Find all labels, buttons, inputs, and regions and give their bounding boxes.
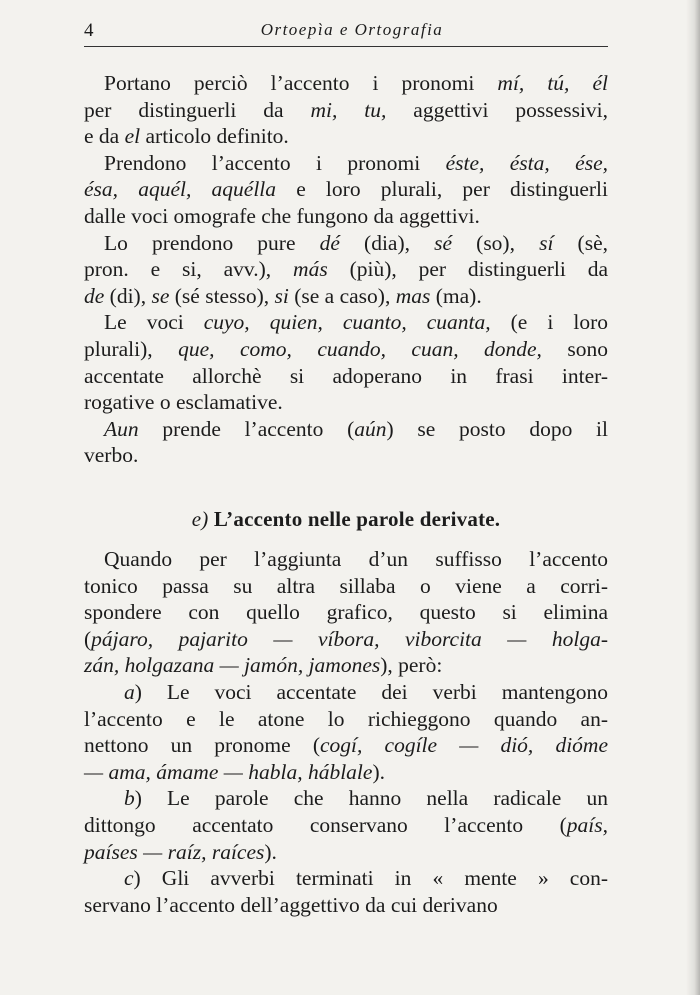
text-line	[84, 679, 608, 706]
text-segment: rogative o esclamative.	[84, 390, 283, 415]
text-segment: (se a caso),	[288, 283, 396, 308]
text-segment: pron. e si, avv.),	[84, 257, 294, 282]
text-line	[84, 706, 608, 733]
text-line	[84, 416, 608, 443]
italic-text: b	[124, 786, 135, 811]
text-segment: e loro plurali, per distinguerli	[276, 177, 608, 202]
text-line	[84, 230, 608, 257]
text-segment: articolo definito.	[140, 124, 289, 149]
text-line	[84, 283, 608, 310]
text-segment: aggettivi possessivi,	[386, 97, 609, 122]
italic-text: c	[124, 866, 134, 891]
section-heading	[84, 507, 608, 532]
text-segment: tonico passa su altra sillaba o viene a corri-	[84, 573, 608, 598]
running-header	[84, 18, 608, 47]
text-segment: l’accento e le atone lo richieggono quando an-	[84, 706, 608, 731]
italic-text: ésa, aquél, aquélla	[84, 177, 277, 202]
text-segment: (	[84, 626, 92, 651]
text-segment: ) Gli avverbi terminati in « mente » con-	[133, 866, 608, 891]
text-line	[84, 759, 608, 786]
running-title: Ortoepìa e Ortografia	[260, 20, 444, 39]
text-segment: ).	[372, 759, 385, 784]
text-segment: Portano perciò l’accento i pronomi	[104, 71, 498, 95]
text-line	[84, 573, 608, 600]
section-title: L’accento nelle parole derivate.	[213, 507, 501, 531]
text-segment: (di),	[104, 283, 152, 308]
text-segment: verbo.	[84, 443, 139, 468]
text-segment: (sé stesso),	[169, 283, 275, 308]
text-line	[84, 785, 608, 812]
italic-text: pájaro, pajarito — víbora, viborcita — holga-	[91, 626, 608, 651]
text-segment: (so),	[452, 230, 540, 255]
text-segment: dalle voci omografe che fungono da aggettivi.	[84, 203, 480, 228]
text-segment: ) Le parole che hanno nella radicale un	[134, 786, 608, 811]
text-segment: ).	[264, 839, 277, 864]
text-segment: prende l’accento (	[138, 416, 355, 441]
italic-text: si	[274, 283, 289, 308]
italic-text: — ama, ámame — habla, háblale	[84, 759, 373, 784]
italic-text: países — raíz, raíces	[84, 839, 265, 864]
italic-text: más	[293, 257, 328, 282]
text-segment: spondere con quello grafico, questo si elimina	[84, 600, 608, 625]
text-segment: ) Le voci accentate dei verbi mantengono	[134, 679, 608, 704]
body-text-bottom	[84, 546, 608, 918]
text-segment: nettono un pronome (	[84, 733, 320, 758]
italic-text: dé	[319, 230, 340, 255]
text-segment: (ma).	[430, 283, 482, 308]
italic-text: mas	[395, 283, 431, 308]
text-segment: e da	[84, 124, 125, 149]
text-line	[84, 256, 608, 283]
page-edge-shadow	[686, 0, 700, 995]
text-segment: Prendono l’accento i pronomi	[104, 150, 446, 175]
text-line	[84, 336, 608, 363]
italic-text: país,	[566, 812, 608, 837]
body-text-top	[84, 70, 608, 469]
text-line	[84, 812, 608, 839]
italic-text: el	[124, 124, 141, 149]
text-line	[84, 442, 608, 469]
text-segment: Quando per l’aggiunta d’un suffisso l’accento	[104, 547, 608, 571]
text-line	[84, 626, 608, 653]
text-line	[84, 652, 608, 679]
text-line	[84, 176, 608, 203]
text-segment: (sè,	[553, 230, 608, 255]
text-segment: ) se posto dopo il	[386, 416, 608, 441]
text-line	[84, 97, 608, 124]
italic-text: mi, tu,	[310, 97, 387, 122]
italic-text: cuyo, quien, cuanto, cuanta,	[203, 310, 491, 335]
text-segment: sono	[541, 336, 608, 361]
text-line	[84, 732, 608, 759]
text-line	[84, 892, 608, 919]
italic-text: éste, ésta, ése,	[445, 150, 608, 175]
italic-text: aún	[354, 416, 387, 441]
italic-text: que, como, cuando, cuan, donde,	[178, 336, 542, 361]
section-letter: e)	[191, 507, 209, 531]
text-segment: accentate allorchè si adoperano in frasi inter-	[84, 363, 608, 388]
text-line	[84, 309, 608, 336]
text-line	[84, 546, 608, 573]
italic-text: zán, holgazana — jamón, jamones	[84, 653, 381, 678]
text-segment: plurali),	[84, 336, 179, 361]
text-segment: (più), per distinguerli da	[327, 257, 608, 282]
text-line	[84, 865, 608, 892]
italic-text: se	[151, 283, 170, 308]
text-segment: (e i loro	[490, 310, 608, 335]
italic-text: Aun	[104, 416, 139, 441]
text-segment: per distinguerli da	[84, 97, 311, 122]
text-line	[84, 203, 608, 230]
text-segment: dittongo accentato conservano l’accento (	[84, 812, 567, 837]
italic-text: sé	[434, 230, 453, 255]
text-line	[84, 839, 608, 866]
italic-text: de	[84, 283, 105, 308]
text-line	[84, 363, 608, 390]
italic-text: mí, tú, él	[497, 71, 608, 95]
page-number: 4	[84, 20, 94, 41]
italic-text: cogí, cogíle — dió, dióme	[320, 733, 608, 758]
text-line	[84, 70, 608, 97]
italic-text: a	[124, 679, 135, 704]
italic-text: sí	[539, 230, 554, 255]
text-segment: servano l’accento dell’aggettivo da cui derivano	[84, 892, 498, 917]
text-segment: Le voci	[104, 310, 204, 335]
text-segment: (dia),	[339, 230, 435, 255]
text-line	[84, 150, 608, 177]
text-line	[84, 123, 608, 150]
text-line	[84, 599, 608, 626]
text-segment: Lo prendono pure	[104, 230, 320, 255]
text-line	[84, 389, 608, 416]
text-segment: ), però:	[380, 653, 443, 678]
